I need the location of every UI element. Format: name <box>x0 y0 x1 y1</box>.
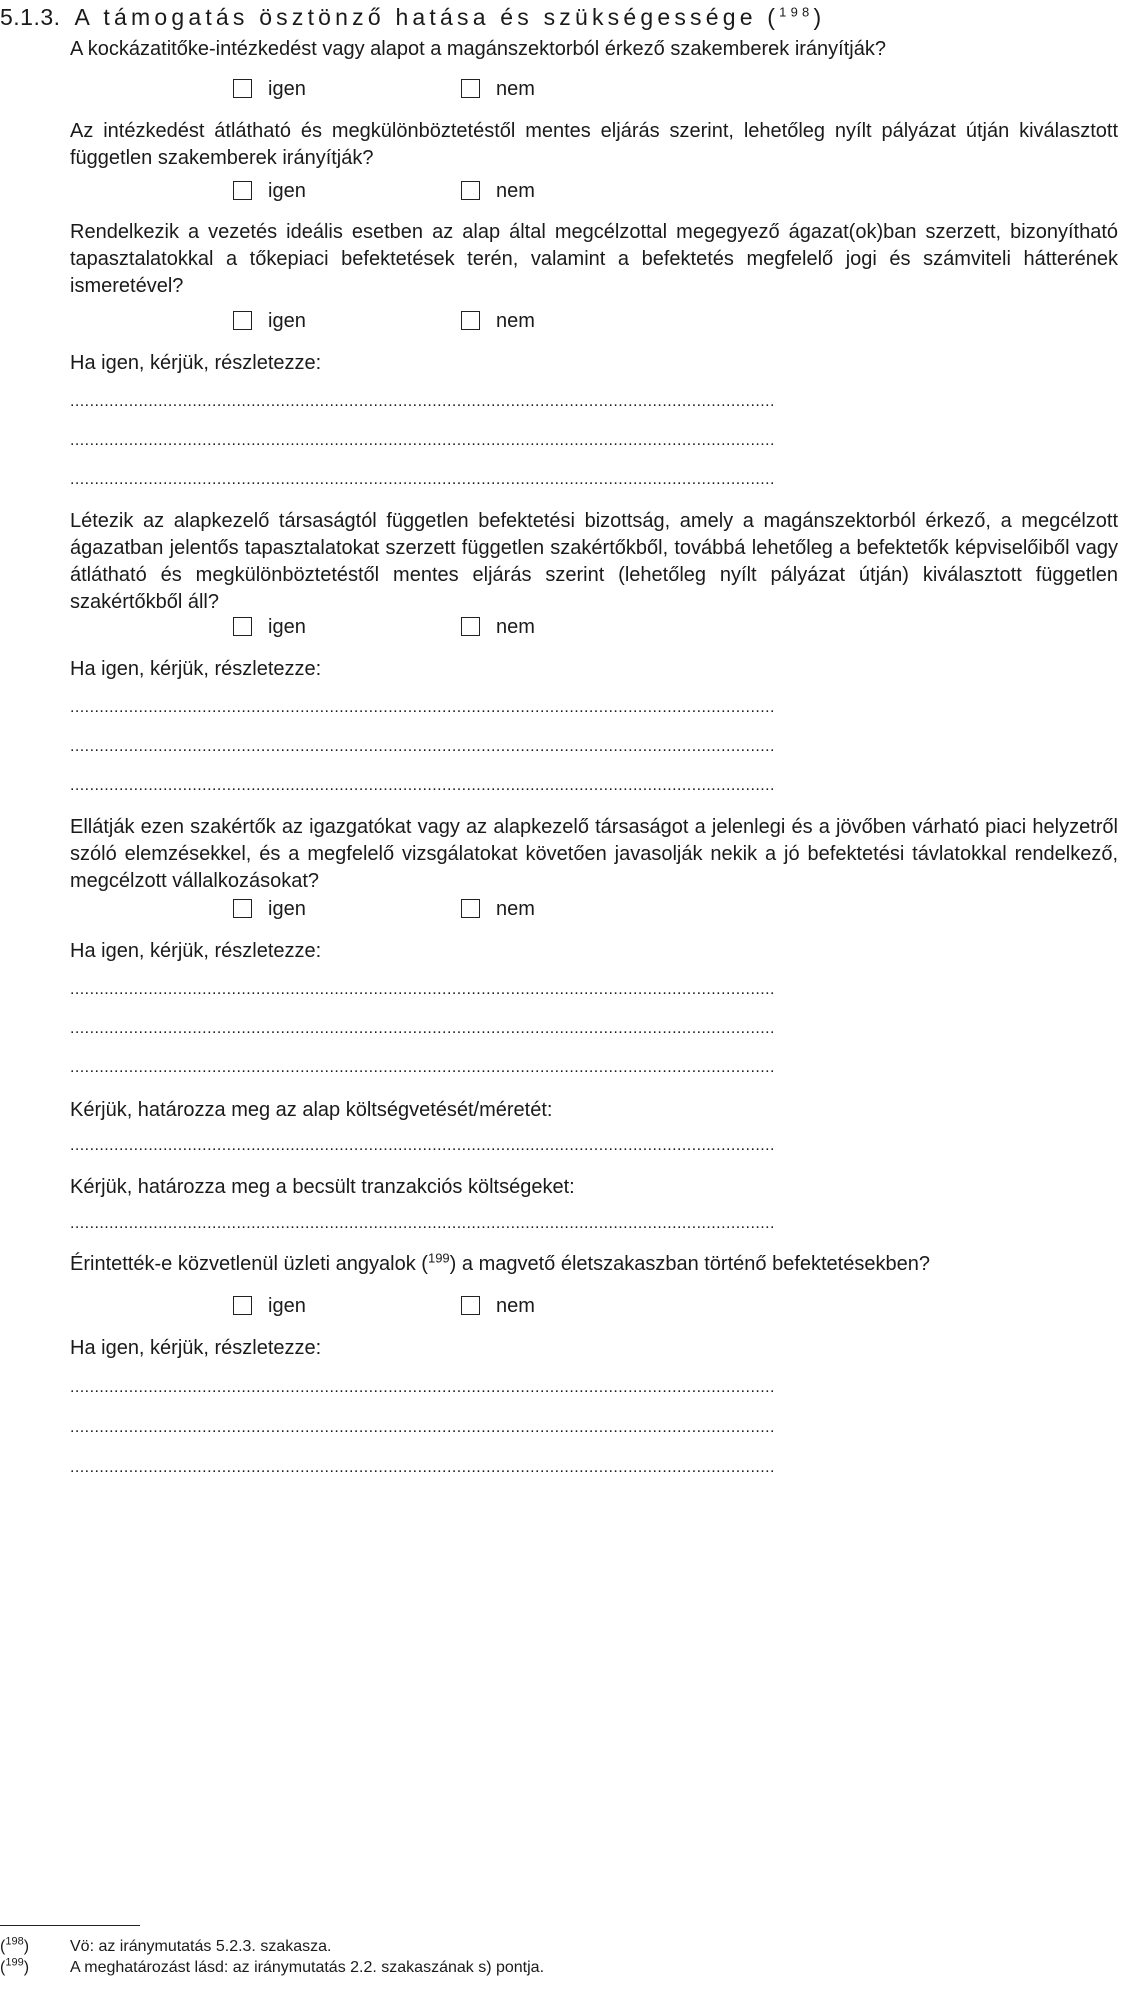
checkbox-icon[interactable] <box>233 617 252 636</box>
section-heading <box>0 4 825 31</box>
no-option[interactable]: nem <box>461 76 535 102</box>
no-option[interactable]: nem <box>461 614 535 640</box>
question-text: Az intézkedést átlátható és megkülönböztetéstől mentes eljárás szerint, lehetőleg nyílt pályázat útján kiválasztott független szakemberek irányítják? <box>70 120 1118 169</box>
footnote-ref: 199 <box>427 1250 450 1266</box>
checkbox-icon[interactable] <box>233 1296 252 1315</box>
answer-line[interactable]: ................................................................................................................................................ <box>70 981 775 998</box>
answer-line[interactable]: ................................................................................................................................................ <box>70 1419 775 1436</box>
answer-line[interactable]: ................................................................................................................................................ <box>70 432 775 449</box>
detail-prompt: Ha igen, kérjük, részletezze: <box>70 940 322 962</box>
question-text: Rendelkezik a vezetés ideális esetben az alap által megcélzottal megegyező ágazat(ok)ban szerzett, bizonyítható tapasztalatokkal a tőkepiaci befektetések terén, valamint a befektetés megfelelő jogi és számviteli hátterének ismeretével? <box>70 221 1118 297</box>
answer-line[interactable]: ................................................................................................................................................ <box>70 1379 775 1396</box>
footnote-text: A meghatározást lásd: az iránymutatás 2.2. szakaszának s) pontja. <box>70 1959 545 1976</box>
checkbox-icon[interactable] <box>461 181 480 200</box>
checkbox-icon[interactable] <box>461 617 480 636</box>
question-text: Kérjük, határozza meg az alap költségvetését/méretét: <box>70 1099 553 1121</box>
checkbox-icon[interactable] <box>233 181 252 200</box>
footnote <box>0 1958 544 1978</box>
yes-option[interactable]: igen <box>233 178 306 204</box>
footnote-separator <box>0 1925 140 1926</box>
question-text: Érintették-e közvetlenül üzleti angyalok ($^{199}$) a magvető életszakaszban történő befektetésekben? <box>70 1250 930 1275</box>
footnote-ref: ($^{199}$) <box>0 1956 30 1976</box>
question-text: Ellátják ezen szakértők az igazgatókat vagy az alapkezelő társaságot a jelenlegi és a jövőben várható piaci helyzetről szóló elemzésekkel, és a megfelelő vizsgálatokat követően javasolják nekik a jó befektetési távlatokkal rendelkező, megcélzott vállalkozásokat? <box>70 816 1118 892</box>
answer-line[interactable]: ................................................................................................................................................ <box>70 393 775 410</box>
answer-line[interactable]: ................................................................................................................................................ <box>70 1459 775 1476</box>
checkbox-icon[interactable] <box>461 311 480 330</box>
answer-line[interactable]: ................................................................................................................................................ <box>70 1020 775 1037</box>
answer-line[interactable]: ................................................................................................................................................ <box>70 1215 775 1232</box>
detail-prompt: Ha igen, kérjük, részletezze: <box>70 1337 322 1359</box>
checkbox-icon[interactable] <box>461 79 480 98</box>
yes-option[interactable]: igen <box>233 76 306 102</box>
answer-line[interactable]: ................................................................................................................................................ <box>70 1059 775 1076</box>
yes-option[interactable]: igen <box>233 614 306 640</box>
checkbox-icon[interactable] <box>233 311 252 330</box>
checkbox-icon[interactable] <box>233 899 252 918</box>
no-option[interactable]: nem <box>461 178 535 204</box>
answer-line[interactable]: ................................................................................................................................................ <box>70 471 775 488</box>
no-option[interactable]: nem <box>461 896 535 922</box>
detail-prompt: Ha igen, kérjük, részletezze: <box>70 352 322 374</box>
detail-prompt: Ha igen, kérjük, részletezze: <box>70 658 322 680</box>
footnote-text: Vö: az iránymutatás 5.2.3. szakasza. <box>70 1938 332 1955</box>
answer-line[interactable]: ................................................................................................................................................ <box>70 777 775 794</box>
no-option[interactable]: nem <box>461 1293 535 1319</box>
footnote-ref: 198 <box>779 4 814 20</box>
footnote-ref: ($^{198}$) <box>0 1935 30 1955</box>
no-option[interactable]: nem <box>461 308 535 334</box>
answer-line[interactable]: ................................................................................................................................................ <box>70 1137 775 1154</box>
question-text: Létezik az alapkezelő társaságtól független befektetési bizottság, amely a magánszektorból érkező, a megcélzott ágazatban jelentős tapasztalatokat szerzett független szakértőkből, továbbá lehetőleg a befektetők képviselőiből vagy átlátható és megkülönböztetéstől mentes eljárás szerint (lehetőleg nyílt pályázat útján) kiválasztott független szakértőkből áll? <box>70 510 1118 613</box>
question-text: Kérjük, határozza meg a becsült tranzakciós költségeket: <box>70 1176 575 1198</box>
question-text: A kockázatitőke-intézkedést vagy alapot a magánszektorból érkező szakemberek irányítják? <box>70 38 886 60</box>
checkbox-icon[interactable] <box>233 79 252 98</box>
section-title: A támogatás ösztönző hatása és szükségessége ($^{198}$) <box>74 4 826 30</box>
checkbox-icon[interactable] <box>461 1296 480 1315</box>
answer-line[interactable]: ................................................................................................................................................ <box>70 699 775 716</box>
checkbox-icon[interactable] <box>461 899 480 918</box>
yes-option[interactable]: igen <box>233 896 306 922</box>
footnote <box>0 1937 331 1957</box>
answer-line[interactable]: ................................................................................................................................................ <box>70 738 775 755</box>
yes-option[interactable]: igen <box>233 1293 306 1319</box>
section-number: 5.1.3. <box>0 4 61 30</box>
yes-option[interactable]: igen <box>233 308 306 334</box>
